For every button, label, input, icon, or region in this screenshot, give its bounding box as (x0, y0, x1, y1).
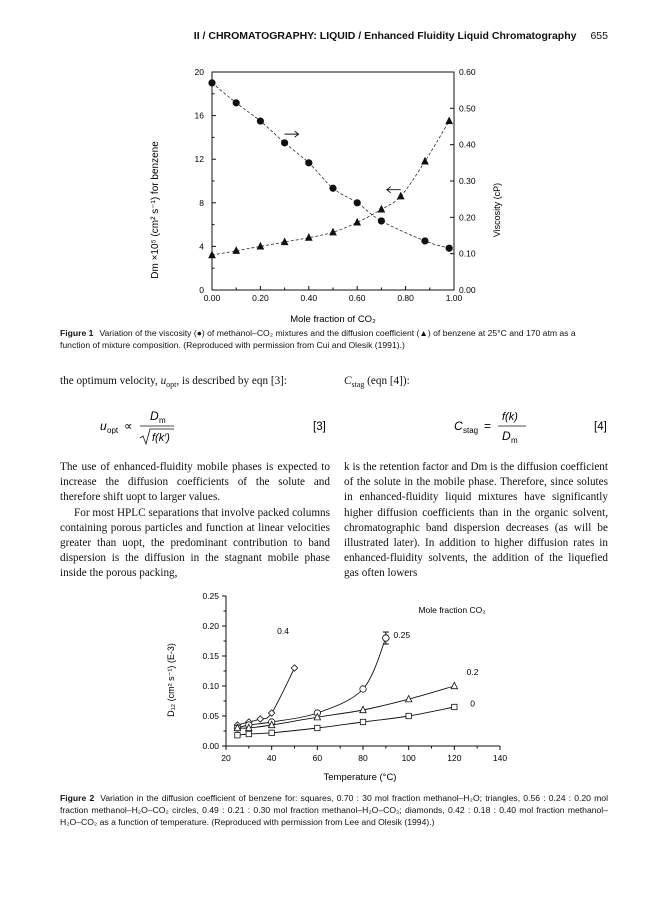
figure-2-series-label: 0.2 (466, 667, 479, 678)
figure-1-viscosity-point (257, 118, 263, 124)
figure-1-viscosity-point (209, 80, 215, 86)
figure-1-y-tick-label: 16 (194, 110, 204, 121)
svg-text:stag: stag (463, 426, 479, 435)
figure-2-x-tick-label: 80 (358, 753, 368, 763)
figure-1-viscosity-point (306, 160, 312, 166)
figure-1-diffusion-point (378, 206, 384, 212)
figure-2-point (360, 719, 365, 724)
figure-1-caption-text: Variation of the viscosity (●) of methanol–CO₂ mixtures and the diffusion coefficient (▲) of benzene at 25°C and 170 atm as a function of mixture composition. (Reproduced with permission from Cui and Olesik (1991).) (60, 328, 576, 350)
left-paragraph-2: For most HPLC separations that involve packed columns containing porous particles and function at linear velocities greater than uopt, the predominant contribution to band dispersion is the diffusion in the stagnant mobile phase inside the porous packing, (60, 506, 330, 580)
page-number: 655 (590, 30, 608, 42)
svg-text:opt: opt (107, 426, 119, 435)
figure-2-point (451, 682, 457, 688)
figure-1-caption (60, 327, 608, 351)
figure-1-viscosity-point (378, 218, 384, 224)
left-paragraph-1: The use of enhanced-fluidity mobile phases is expected to increase the diffusion coefficients of the solute and therefore shift uopt to larger values. (60, 461, 330, 504)
figure-2-point (291, 665, 297, 671)
figure-2-x-axis-label: Temperature (°C) (323, 772, 397, 783)
figure-2-chart (160, 588, 520, 788)
figure-2-y-tick-label: 0.25 (202, 591, 219, 601)
figure-1-viscosity-curve (212, 83, 449, 248)
figure-1-x-tick-label: 0.40 (300, 293, 318, 303)
figure-2-x-tick-label: 20 (221, 753, 231, 763)
left-column-body (60, 460, 330, 582)
figure-1-viscosity-point (281, 140, 287, 146)
figure-1-y-tick-label: 20 (194, 67, 204, 77)
figure-2-caption-label: Figure 2 (60, 793, 95, 803)
figure-1-diffusion-point (354, 219, 360, 225)
figure-1-x-tick-label: 0.20 (252, 293, 269, 303)
figure-2-point (383, 635, 389, 641)
figure-2-caption-text: Variation in the diffusion coefficient of benzene for: squares, 0.70 : 30 mol fraction methanol–H₂O; triangles, 0.56 : 0.24 : 0.20 mol fraction methanol–H₂O–CO₂ circles, 0.49 : 0.21 : 0.30 mol fraction methanol–H₂O–CO₂; diamonds, 0.42 : 0.18 : 0.40 mol fraction methanol–H₂O–CO₂ as a function of temperature. (Reproduced with permission from Lee and Olesik (1994).) (60, 793, 608, 827)
figure-2-point (246, 731, 251, 736)
figure-2-y-tick-label: 0.10 (202, 681, 219, 691)
figure-2-y-tick-label: 0.15 (202, 651, 219, 661)
figure-1-x-tick-label: 0.00 (203, 293, 221, 303)
figure-2-point (269, 730, 274, 735)
equation-4-label: [4] (594, 421, 607, 433)
figure-1-viscosity-point (330, 185, 336, 191)
figure-2-x-tick-label: 40 (266, 753, 277, 763)
figure-1-x-tick-label: 0.60 (348, 293, 366, 303)
svg-text:=: = (484, 419, 492, 433)
figure-1-chart (150, 60, 530, 328)
figure-1-y-tick-label: 4 (199, 241, 204, 252)
left-intro-uopt-sub: opt (166, 380, 177, 390)
figure-1-y2-tick-label: 0.30 (459, 176, 476, 186)
equation-4 (344, 404, 608, 448)
figure-1-y-tick-label: 12 (194, 154, 204, 165)
figure-1-viscosity-point (422, 238, 428, 244)
svg-text:f(k′): f(k′) (152, 432, 170, 444)
figure-1-diffusion-point (446, 117, 452, 123)
figure-1-y2-tick-label: 0.10 (459, 248, 476, 259)
figure-1-marks (209, 80, 453, 258)
figure-1-y2-tick-label: 0.40 (459, 139, 476, 150)
figure-1-viscosity-point (354, 200, 360, 206)
figure-2-y-tick-label: 0.05 (202, 711, 219, 721)
figure-1-arrow-right (285, 131, 299, 137)
svg-text:u: u (100, 419, 107, 433)
figure-2-legend-title: Mole fraction CO₂ (418, 605, 486, 615)
figure-2-point (257, 716, 263, 722)
svg-text:m: m (159, 416, 166, 425)
figure-2-curve-0.4 (237, 668, 294, 725)
figure-2-point (315, 725, 320, 730)
running-header-text: II / CHROMATOGRAPHY: LIQUID / Enhanced Fluidity Liquid Chromatography (193, 30, 577, 42)
figure-2-y-axis-label: D₁₂ (cm² s⁻¹) (E-3) (166, 643, 176, 717)
right-intro-tail: (eqn [4]): (364, 375, 410, 387)
left-intro-uopt: u (160, 375, 167, 387)
figure-1-right-axis-label: Viscosity (cP) (492, 182, 502, 238)
left-column-intro (60, 374, 330, 392)
svg-text:D: D (502, 429, 511, 443)
figure-1-y2-tick-label: 0.00 (459, 285, 476, 295)
figure-2-caption (60, 792, 608, 828)
figure-2-series-label: 0 (470, 698, 475, 709)
figure-1-plot-frame (212, 72, 454, 290)
figure-2-point (452, 704, 457, 709)
svg-text:D: D (150, 409, 159, 423)
equation-3 (100, 404, 330, 448)
svg-text:C: C (454, 419, 463, 433)
figure-2-axes (202, 591, 507, 763)
figure-2-x-tick-label: 120 (447, 753, 462, 763)
right-intro-cstag: C (344, 375, 352, 387)
figure-2-point (268, 710, 274, 716)
figure-1-y-tick-label: 0 (199, 285, 204, 295)
figure-2-point (360, 686, 366, 692)
figure-2-series-label: 0.25 (393, 630, 411, 640)
figure-2-curve-0.3 (237, 638, 385, 728)
figure-1-viscosity-point (233, 100, 239, 106)
figure-1-left-axis-label: Dm ×10⁵ (cm² s⁻¹) for benzene (150, 141, 161, 279)
figure-1-diffusion-point (422, 158, 428, 164)
right-column-body (344, 460, 608, 582)
figure-2-y-tick-label: 0.00 (202, 741, 219, 751)
running-header (60, 30, 608, 42)
right-paragraph: k is the retention factor and Dm is the diffusion coefficient of the solute in the mobile phase. Therefore, since solutes in enhanced-fluidity liquid mixtures have significantly higher diffusion coefficients than in the organic solvent, chromatographic band dispersion decreases (as will be illustrated later). In addition to higher diffusion rates in enhanced-fluidity solvents, the addition of the liquefied gas often lowers (344, 461, 608, 580)
figure-2-series-label: 0.4 (277, 625, 289, 636)
left-intro-tail: , is described by eqn [3]: (176, 375, 288, 387)
figure-2-point (406, 713, 411, 718)
figure-1-y2-tick-label: 0.50 (459, 103, 476, 114)
right-column-intro (344, 374, 608, 392)
figure-1-viscosity-point (446, 245, 452, 251)
svg-text:m: m (511, 436, 518, 445)
right-intro-cstag-sub: stag (351, 380, 365, 390)
figure-1-y2-tick-label: 0.60 (459, 67, 476, 77)
figure-1-y-tick-label: 8 (199, 197, 204, 208)
figure-1-x-tick-label: 1.00 (445, 293, 463, 303)
figure-1-diffusion-point (398, 193, 404, 199)
figure-1-arrow-left (387, 187, 401, 193)
figure-1-x-tick-label: 0.80 (397, 293, 414, 303)
svg-text:f(k): f(k) (502, 411, 518, 423)
svg-text:∝: ∝ (124, 419, 133, 433)
figure-2-x-tick-label: 100 (401, 753, 416, 763)
figure-1-caption-label: Figure 1 (60, 328, 94, 338)
equation-3-label: [3] (313, 421, 326, 433)
figure-2-x-tick-label: 60 (312, 753, 323, 763)
figure-1-x-axis-label: Mole fraction of CO₂ (290, 314, 376, 325)
left-intro-text: the optimum velocity, (60, 375, 161, 387)
figure-1-y2-tick-label: 0.20 (459, 212, 476, 223)
figure-2-point (235, 733, 240, 738)
figure-2-y-tick-label: 0.20 (202, 621, 219, 631)
figure-2-x-tick-label: 140 (492, 753, 508, 763)
